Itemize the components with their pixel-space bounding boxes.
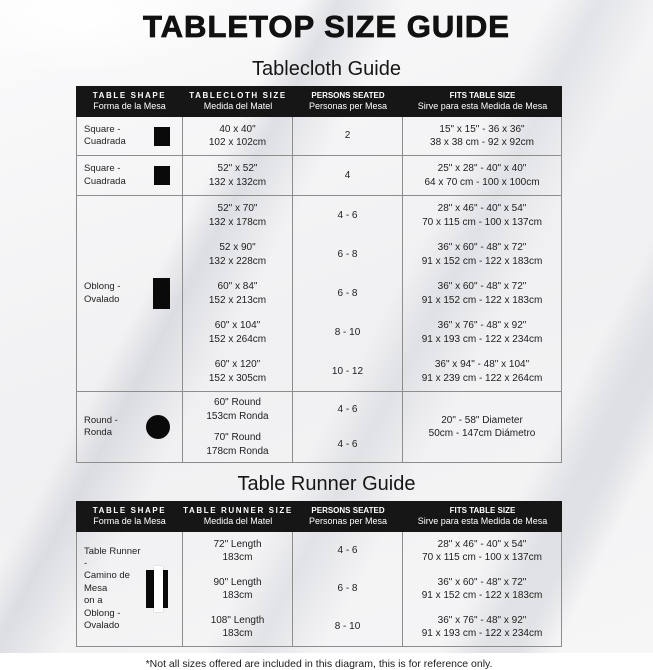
shape-label-line: Table Runner - <box>84 545 141 570</box>
fits-entry <box>403 235 561 274</box>
persons-entry <box>293 532 402 570</box>
size-entry <box>183 274 292 313</box>
runner-table-body <box>76 532 562 647</box>
fits-inches: 36" x 60" - 48" x 72" <box>437 281 527 293</box>
table-row-square-40 <box>77 117 561 155</box>
persons-value: 2 <box>344 130 351 142</box>
shape-cell <box>77 196 183 391</box>
header-table-shape <box>76 91 183 112</box>
header-line-es: Sirve para esta Medida de Mesa <box>417 100 548 111</box>
persons-entry <box>293 235 402 274</box>
persons-cell <box>293 392 403 462</box>
persons-value: 4 - 6 <box>337 403 358 415</box>
persons-cell <box>293 532 403 646</box>
persons-value: 6 - 8 <box>337 248 358 260</box>
header-line-es: Forma de la Mesa <box>93 515 166 526</box>
persons-entry <box>293 352 402 391</box>
fits-entry <box>403 313 561 352</box>
fits-cm: 91 x 152 cm - 122 x 183cm <box>421 294 543 306</box>
shape-cell <box>77 532 183 646</box>
persons-value: 8 - 10 <box>334 326 361 338</box>
size-entry <box>183 117 292 155</box>
fits-cm: 70 x 115 cm - 100 x 137cm <box>422 216 542 228</box>
tablecloth-table-body <box>76 117 562 463</box>
persons-entry <box>293 313 402 352</box>
fits-cm: 70 x 115 cm - 100 x 137cm <box>422 552 542 563</box>
fits-cm: 38 x 38 cm - 92 x 92cm <box>430 137 534 148</box>
square-shape-icon <box>154 127 170 146</box>
fits-cm: 64 x 70 cm - 100 x 100cm <box>424 176 540 188</box>
size-cm: 183cm <box>222 628 253 639</box>
header-persons-seated <box>293 91 403 112</box>
footnote: *Not all sizes offered are included in this diagram, this is for reference only. <box>145 658 493 670</box>
fits-inches: 36" x 60" - 48" x 72" <box>437 242 527 254</box>
header-line-es: Medida del Matel <box>203 515 273 526</box>
size-cell <box>183 532 293 646</box>
size-entry <box>183 427 292 462</box>
fits-cm: 91 x 152 cm - 122 x 183cm <box>421 590 543 601</box>
tablecloth-header-row <box>76 86 562 117</box>
persons-cell <box>293 117 403 155</box>
size-inches: 60" x 120" <box>214 359 261 371</box>
table-row-round <box>77 391 561 462</box>
size-cm: 102 x 102cm <box>208 137 267 148</box>
header-persons-seated <box>293 506 403 527</box>
tablecloth-table <box>76 86 562 463</box>
table-row-oblong <box>77 195 561 391</box>
header-line-es: Medida del Matel <box>203 100 273 111</box>
header-line-en: PERSONS SEATED <box>311 90 385 100</box>
shape-label: Round - Ronda <box>84 414 118 438</box>
size-entry <box>183 313 292 352</box>
persons-entry <box>293 608 402 646</box>
header-line-en: FITS TABLE SIZE <box>449 90 516 100</box>
persons-entry <box>293 117 402 155</box>
shape-label: Oblong - Ovalado <box>84 281 121 305</box>
fits-entry <box>403 274 561 313</box>
size-entry <box>183 235 292 274</box>
size-entry <box>183 352 292 391</box>
size-inches: 60" x 104" <box>214 320 261 332</box>
fits-cell <box>403 117 561 155</box>
size-entry <box>183 570 292 608</box>
fits-inches: 28" x 46" - 40" x 54" <box>437 203 527 215</box>
fits-inches: 36" x 94" - 48" x 104" <box>434 359 530 371</box>
size-inches: 90" Length <box>213 576 262 588</box>
size-inches: 60" x 84" <box>217 281 258 293</box>
fits-cm: 50cm - 147cm Diámetro <box>428 428 536 439</box>
header-line-en: TABLE SHAPE <box>92 505 167 515</box>
persons-cell <box>293 156 403 195</box>
persons-entry <box>293 570 402 608</box>
size-inches: 108" Length <box>210 614 265 626</box>
size-inches: 60" Round <box>214 397 261 409</box>
header-line-en: TABLE SHAPE <box>92 90 167 100</box>
persons-value: 4 - 6 <box>337 209 358 221</box>
table-runner-guide-title: Table Runner Guide <box>237 473 416 495</box>
fits-entry <box>403 117 561 155</box>
shape-label <box>84 546 146 632</box>
size-inches: 70" Round <box>214 432 261 444</box>
size-entry <box>183 608 292 646</box>
persons-value: 8 - 10 <box>334 621 361 633</box>
size-entry <box>183 196 292 235</box>
square-shape-icon <box>154 166 170 185</box>
size-cell <box>183 196 293 391</box>
size-cm: 152 x 264cm <box>208 333 267 345</box>
circle-shape-icon <box>146 415 170 439</box>
size-cell <box>183 156 293 195</box>
header-line-es: Personas per Mesa <box>308 515 388 526</box>
header-line-es: Sirve para esta Medida de Mesa <box>417 515 548 526</box>
size-cm: 132 x 178cm <box>208 216 267 228</box>
header-line-en: TABLE RUNNER SIZE <box>183 505 293 515</box>
fits-inches: 36" x 76" - 48" x 92" <box>437 320 527 332</box>
persons-value: 6 - 8 <box>337 287 358 299</box>
persons-entry <box>293 392 402 427</box>
size-cm: 178cm Ronda <box>206 445 269 457</box>
fits-cell <box>403 196 561 391</box>
size-cm: 183cm <box>222 552 253 563</box>
shape-cell <box>77 392 183 462</box>
size-cm: 152 x 213cm <box>208 294 267 306</box>
size-inches: 40 x 40" <box>219 123 256 135</box>
size-cm: 132 x 228cm <box>208 255 267 267</box>
size-inches: 52 x 90" <box>219 242 256 254</box>
table-runner-shape-icon <box>146 570 168 608</box>
shape-label-line: on a <box>84 595 103 607</box>
size-cm: 153cm Ronda <box>206 410 269 422</box>
shape-label: Square - Cuadrada <box>84 123 126 147</box>
persons-entry <box>293 274 402 313</box>
size-inches: 52" x 70" <box>217 203 258 215</box>
table-row-square-52 <box>77 155 561 195</box>
header-line-en: FITS TABLE SIZE <box>449 505 516 515</box>
fits-cm: 91 x 193 cm - 122 x 234cm <box>421 628 543 639</box>
fits-inches: 28" x 46" - 40" x 54" <box>437 538 527 550</box>
persons-value: 4 - 6 <box>337 545 358 557</box>
shape-label-line: Oblong - Ovalado <box>84 607 121 631</box>
header-table-shape <box>76 506 183 527</box>
fits-inches: 20" - 58" Diameter <box>441 414 523 426</box>
fits-cm: 91 x 239 cm - 122 x 264cm <box>421 372 543 384</box>
fits-cell <box>403 532 561 646</box>
header-line-es: Forma de la Mesa <box>93 100 166 111</box>
header-line-es: Personas per Mesa <box>308 100 388 111</box>
table-row-runner <box>77 532 561 646</box>
fits-entry-shared <box>403 392 561 462</box>
page-title: TABLETOP SIZE GUIDE <box>143 9 510 44</box>
size-entry <box>183 532 292 570</box>
persons-entry <box>293 156 402 195</box>
fits-inches: 36" x 76" - 48" x 92" <box>437 614 527 626</box>
runner-header-row <box>76 501 562 532</box>
tablecloth-guide-title: Tablecloth Guide <box>252 58 401 80</box>
header-fits-table-size <box>403 91 562 112</box>
fits-entry <box>403 608 561 646</box>
fits-entry <box>403 570 561 608</box>
shape-cell <box>77 156 183 195</box>
fits-inches: 36" x 60" - 48" x 72" <box>437 576 527 588</box>
fits-cm: 91 x 152 cm - 122 x 183cm <box>421 255 543 267</box>
shape-cell <box>77 117 183 155</box>
header-table-runner-size <box>183 506 293 527</box>
oblong-shape-icon <box>153 278 170 309</box>
persons-value: 4 - 6 <box>337 438 358 450</box>
header-line-en: TABLECLOTH SIZE <box>189 90 287 100</box>
header-line-en: PERSONS SEATED <box>311 505 385 515</box>
fits-entry <box>403 532 561 570</box>
size-cell <box>183 392 293 462</box>
persons-value: 4 <box>344 169 351 181</box>
fits-entry <box>403 352 561 391</box>
header-tablecloth-size <box>183 91 293 112</box>
persons-cell <box>293 196 403 391</box>
persons-entry <box>293 427 402 462</box>
fits-cell <box>403 392 561 462</box>
size-inches: 72" Length <box>213 538 262 550</box>
size-cm: 132 x 132cm <box>208 176 267 188</box>
size-cell <box>183 117 293 155</box>
size-entry <box>183 392 292 427</box>
persons-value: 6 - 8 <box>337 583 358 595</box>
size-cm: 152 x 305cm <box>208 372 267 384</box>
size-cm: 183cm <box>222 590 253 601</box>
table-runner-table <box>76 501 562 647</box>
fits-inches: 25" x 28" - 40" x 40" <box>437 163 527 175</box>
size-inches: 52" x 52" <box>217 163 258 175</box>
fits-inches: 15" x 15" - 36 x 36" <box>439 123 525 135</box>
fits-cm: 91 x 193 cm - 122 x 234cm <box>421 333 543 345</box>
header-fits-table-size <box>403 506 562 527</box>
shape-label: Square - Cuadrada <box>84 163 126 187</box>
persons-value: 10 - 12 <box>331 365 364 377</box>
fits-cell <box>403 156 561 195</box>
size-entry <box>183 156 292 195</box>
shape-label-line: Camino de Mesa <box>84 570 130 594</box>
fits-entry <box>403 196 561 235</box>
fits-entry <box>403 156 561 195</box>
persons-entry <box>293 196 402 235</box>
